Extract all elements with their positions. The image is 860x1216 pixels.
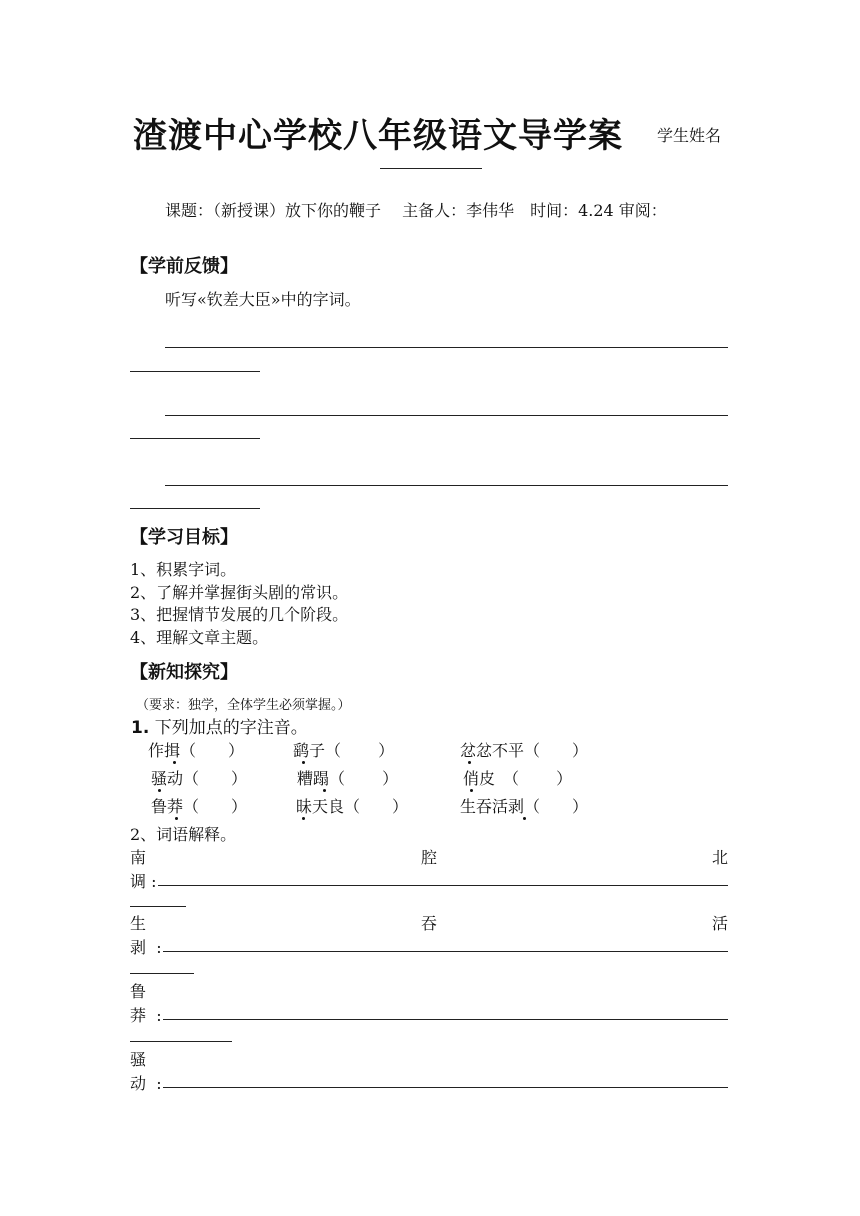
student-name-blank[interactable]	[380, 168, 482, 169]
dictation-line-2[interactable]	[165, 415, 728, 416]
pinyin-item-text: 忿忿不平（ ）	[460, 741, 589, 760]
goal-item: 2、了解并掌握街头剧的常识。	[130, 583, 349, 602]
pinyin-item-text: 糟蹋（ ）	[297, 769, 399, 788]
lesson-meta: 课题：（新授课）放下你的鞭子 主备人：李伟华 时间：4.24 审阅：	[165, 201, 667, 220]
dictation-line-1-cont[interactable]	[130, 371, 260, 372]
term-char: 骚	[130, 1050, 147, 1069]
pinyin-item-text: 作揖（ ）	[148, 741, 245, 760]
term-char: 腔	[420, 848, 437, 867]
term-char: 北	[711, 848, 728, 867]
pinyin-item[interactable]	[151, 794, 247, 817]
pinyin-item[interactable]	[296, 794, 408, 817]
answer-line[interactable]	[163, 1087, 728, 1088]
pinyin-item-text: 昧天良（ ）	[296, 797, 409, 816]
answer-line-cont[interactable]	[130, 1041, 232, 1042]
goal-item: 1、积累字词。	[130, 560, 237, 579]
term-tail: 剥 :	[130, 938, 162, 957]
emphasis-dot	[470, 789, 473, 792]
pinyin-item[interactable]	[460, 738, 588, 761]
answer-line[interactable]	[163, 951, 728, 952]
pinyin-item[interactable]	[151, 766, 247, 789]
pinyin-item-text: 鲁莽（ ）	[151, 797, 248, 816]
term-tail: 调 :	[130, 872, 157, 891]
feedback-instruction: 听写«钦差大臣»中的字词。	[165, 290, 361, 309]
term-char: 鲁	[130, 982, 147, 1001]
feedback-heading: 【学前反馈】	[130, 256, 238, 277]
term-tail-char: 动	[130, 1074, 147, 1093]
term-tail-char: 调	[130, 872, 147, 891]
emphasis-dot	[175, 817, 178, 820]
pinyin-item[interactable]	[297, 766, 398, 789]
term-char: 吞	[420, 914, 437, 933]
term-tail: 动 :	[130, 1074, 162, 1093]
emphasis-dot	[468, 761, 471, 764]
emphasis-dot	[302, 817, 305, 820]
question-1-text: 下列加点的字注音。	[154, 718, 308, 738]
emphasis-dot	[173, 761, 176, 764]
term-row	[130, 911, 728, 934]
dictation-line-3-cont[interactable]	[130, 508, 260, 509]
question-1-number: 1.	[131, 718, 150, 738]
emphasis-dot	[158, 789, 161, 792]
pinyin-item-text: 生吞活剥（ ）	[460, 797, 589, 816]
pinyin-item[interactable]	[460, 794, 588, 817]
pinyin-item[interactable]	[148, 738, 244, 761]
answer-line[interactable]	[158, 885, 728, 886]
pinyin-item-text: 俏皮 （ ）	[463, 769, 573, 788]
pinyin-item-text: 骚动（ ）	[151, 769, 248, 788]
emphasis-dot	[302, 761, 305, 764]
answer-line-cont[interactable]	[130, 973, 194, 974]
page-title: 渣渡中心学校八年级语文导学案	[133, 116, 623, 156]
term-char: 生	[130, 914, 147, 933]
answer-line[interactable]	[163, 1019, 728, 1020]
question-2: 2、词语解释。	[130, 825, 237, 844]
goal-item: 4、理解文章主题。	[130, 628, 269, 647]
term-row	[130, 845, 728, 868]
dictation-line-2-cont[interactable]	[130, 438, 260, 439]
pinyin-item[interactable]	[293, 738, 394, 761]
student-name-label: 学生姓名	[657, 126, 722, 145]
dictation-line-3[interactable]	[165, 485, 728, 486]
term-tail-char: 莽	[130, 1006, 147, 1025]
term-char: 南	[130, 848, 147, 867]
explore-heading: 【新知探究】	[130, 662, 238, 683]
term-tail-char: 剥	[130, 938, 147, 957]
answer-line-cont[interactable]	[130, 906, 186, 907]
emphasis-dot	[323, 789, 326, 792]
goal-item: 3、把握情节发展的几个阶段。	[130, 605, 349, 624]
explore-requirement: （要求：独学，全体学生必须掌握。）	[136, 698, 351, 713]
pinyin-item[interactable]	[463, 766, 572, 789]
pinyin-item-text: 鹞子（ ）	[293, 741, 395, 760]
goals-heading: 【学习目标】	[130, 527, 238, 548]
term-char: 活	[711, 914, 728, 933]
term-tail: 莽 :	[130, 1006, 162, 1025]
emphasis-dot	[523, 817, 526, 820]
dictation-line-1[interactable]	[165, 347, 728, 348]
